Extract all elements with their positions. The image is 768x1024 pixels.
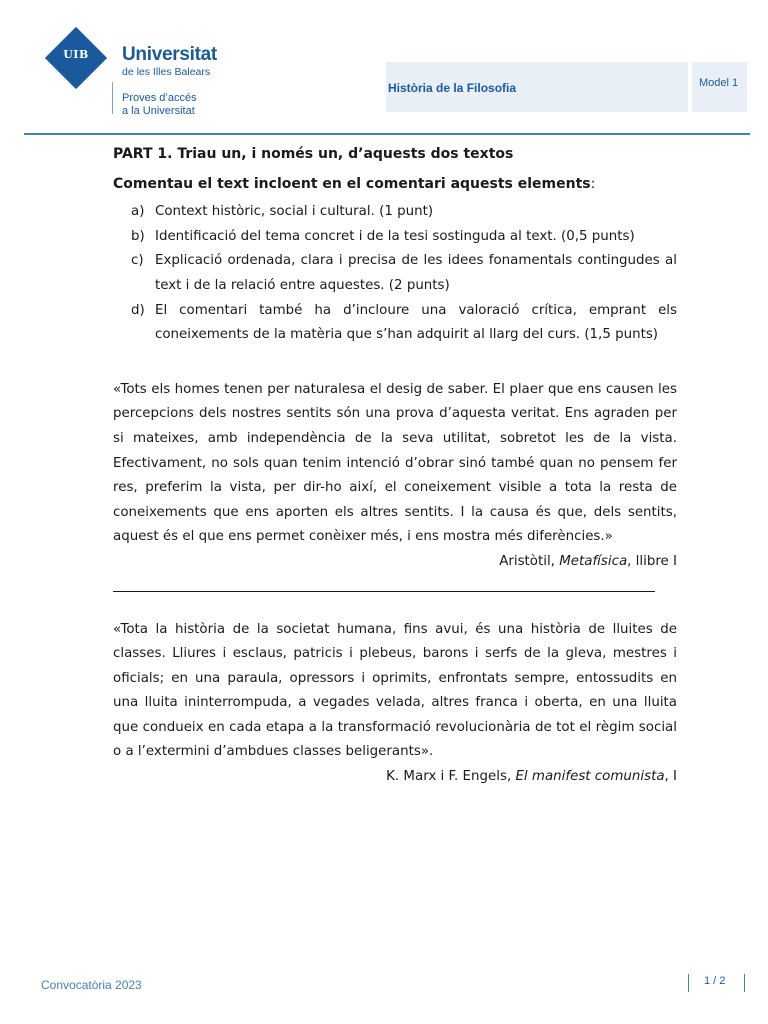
model-box bbox=[692, 62, 747, 112]
list-item bbox=[131, 225, 677, 250]
item-text: Identificació del tema concret i de la tesi sostinguda al text. (0,5 punts) bbox=[155, 228, 635, 244]
proves-line-2: a la Universitat bbox=[122, 105, 195, 117]
subject-title: Història de la Filosofia bbox=[388, 81, 517, 95]
list-item bbox=[131, 249, 677, 298]
logo-divider bbox=[112, 82, 113, 114]
text-2-ref: , I bbox=[664, 769, 677, 785]
list-item bbox=[131, 299, 677, 348]
text-1-ref: , llibre I bbox=[627, 553, 677, 569]
criteria-list bbox=[131, 200, 677, 348]
text-2-work: El manifest comunista bbox=[515, 769, 665, 785]
item-label: b) bbox=[131, 228, 145, 244]
text-1-citation bbox=[113, 550, 677, 575]
text-1-work: Metafísica bbox=[559, 553, 628, 569]
footer-divider-left bbox=[688, 974, 689, 992]
part-title: PART 1. Triau un, i només un, d’aquests dos textos bbox=[113, 146, 514, 162]
text-1-author: Aristòtil, bbox=[499, 553, 560, 569]
university-name: Universitat bbox=[122, 44, 217, 65]
instruction-text: Comentau el text incloent en el comentari aquests elements bbox=[113, 175, 591, 192]
item-text: El comentari també ha d’incloure una valoració crítica, emprant els coneixements de la matèria que s’han adquirit al llarg del curs. (1,5 punts) bbox=[155, 302, 677, 343]
instruction-colon: : bbox=[590, 175, 596, 192]
item-label: c) bbox=[131, 253, 144, 269]
instruction bbox=[113, 172, 677, 197]
page-number: 1 / 2 bbox=[704, 975, 726, 987]
text-2-author: K. Marx i F. Engels, bbox=[386, 769, 516, 785]
list-item bbox=[131, 200, 677, 225]
proves-line-1: Proves d’accés bbox=[122, 92, 197, 104]
text-2-citation bbox=[113, 765, 677, 790]
exam-content bbox=[113, 142, 677, 790]
item-text: Context històric, social i cultural. (1 punt) bbox=[155, 204, 434, 220]
text-2-quote: «Tota la història de la societat humana, fins avui, és una història de lluites de classes. Lliures i esclaus, patricis i plebeus, barons i serfs de la gleva, mestres i oficials; en una paraula, opressors i oprimits, enfrontats sempre, entossudits en una lluita ininterrompuda, a vegades velada, altres franca i oberta, en una lluita que condueix en cada etapa a la transformació revolucionària de tot el règim social o a l’extermini d’ambdues classes beligerants». bbox=[113, 621, 677, 760]
logo-mark-text: UIB bbox=[63, 48, 89, 61]
item-label: a) bbox=[131, 204, 145, 220]
university-subtitle: de les Illes Balears bbox=[122, 66, 211, 78]
item-label: d) bbox=[131, 302, 145, 318]
header-divider bbox=[24, 133, 750, 135]
uib-logo bbox=[50, 32, 250, 122]
footer-divider-right bbox=[744, 974, 745, 992]
subject-box bbox=[386, 62, 688, 112]
proves-acces bbox=[122, 92, 197, 118]
model-label: Model 1 bbox=[699, 77, 739, 89]
item-text: Explicació ordenada, clara i precisa de les idees fonamentals contingudes al text i de la relació entre aquestes. (2 punts) bbox=[155, 253, 677, 293]
text-1-quote: «Tots els homes tenen per naturalesa el desig de saber. El plaer que ens causen les percepcions dels nostres sentits són una prova d’aquesta veritat. Ens agraden per si mateixes, amb independència de la seva utilitat, sobretot les de la vista. Efectivament, no sols quan tenim intenció d’obrar sinó també quan no pensem fer res, preferim la vista, per dir-ho així, el coneixement visible a tota la resta de coneixements que ens aporten els altres sentits. I la causa és que, dels sentits, aquest és el que ens permet conèixer més, i ens mostra més diferències.» bbox=[113, 381, 677, 545]
convocatoria-label: Convocatòria 2023 bbox=[41, 978, 142, 992]
